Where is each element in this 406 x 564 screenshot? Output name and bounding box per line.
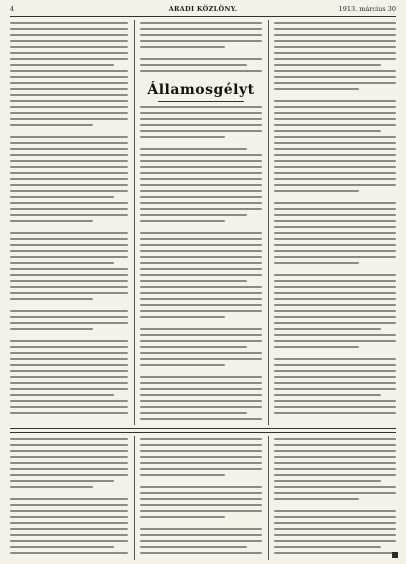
text-line <box>274 382 396 384</box>
text-line <box>10 394 114 396</box>
text-line <box>10 406 128 408</box>
text-line <box>10 58 128 60</box>
text-line <box>274 492 396 494</box>
text-line <box>140 316 225 318</box>
text-line <box>274 462 396 464</box>
text-line <box>274 364 396 366</box>
end-of-page-mark <box>392 552 398 558</box>
text-line <box>10 474 128 476</box>
text-line <box>10 208 128 210</box>
text-line <box>274 498 359 500</box>
text-line <box>274 130 381 132</box>
text-line <box>140 244 262 246</box>
text-line <box>10 534 128 536</box>
text-line <box>10 388 128 390</box>
text-line <box>274 528 396 530</box>
text-line <box>10 322 128 324</box>
text-line <box>140 148 247 150</box>
text-line <box>274 148 396 150</box>
text-line <box>274 522 396 524</box>
text-line <box>10 400 128 402</box>
text-line <box>140 202 262 204</box>
text-line <box>274 100 396 102</box>
text-line <box>140 444 262 446</box>
text-line <box>274 136 396 138</box>
text-line <box>274 76 396 78</box>
text-line <box>140 28 262 30</box>
text-line <box>274 202 396 204</box>
text-line <box>10 528 128 530</box>
text-line <box>140 382 262 384</box>
text-line <box>140 504 262 506</box>
text-line <box>274 474 396 476</box>
text-line <box>140 58 262 60</box>
text-line <box>140 118 262 120</box>
text-line <box>10 142 128 144</box>
text-line <box>10 468 128 470</box>
column-middle-lower <box>140 438 262 558</box>
text-line <box>10 196 114 198</box>
text-line <box>140 516 225 518</box>
text-line <box>140 462 262 464</box>
text-line <box>10 214 128 216</box>
text-line <box>274 540 396 542</box>
text-line <box>274 552 396 554</box>
date-line: 1913. március 30 <box>338 5 396 13</box>
text-line <box>140 256 262 258</box>
text-line <box>274 232 396 234</box>
text-line <box>10 100 128 102</box>
text-line <box>10 382 128 384</box>
text-line <box>274 154 396 156</box>
text-line <box>274 358 396 360</box>
text-line <box>10 112 128 114</box>
text-line <box>10 352 128 354</box>
text-line <box>10 70 128 72</box>
text-line <box>10 46 128 48</box>
text-line <box>274 534 396 536</box>
text-line <box>10 450 128 452</box>
text-line <box>274 292 396 294</box>
column-left-lower <box>10 438 128 558</box>
text-line <box>274 238 396 240</box>
text-line <box>274 34 396 36</box>
column-divider <box>134 20 135 425</box>
text-line <box>10 522 128 524</box>
header-rule <box>10 16 396 17</box>
text-line <box>140 298 262 300</box>
text-line <box>10 340 128 342</box>
text-line <box>10 28 128 30</box>
text-line <box>140 22 262 24</box>
column-divider <box>268 436 269 560</box>
text-line <box>140 394 262 396</box>
text-line <box>10 136 128 138</box>
text-line <box>140 154 262 156</box>
text-line <box>140 310 262 312</box>
text-line <box>10 250 128 252</box>
text-line <box>274 546 381 548</box>
text-line <box>10 486 93 488</box>
text-line <box>274 468 396 470</box>
text-line <box>274 376 396 378</box>
text-line <box>140 184 262 186</box>
text-line <box>274 184 396 186</box>
text-line <box>10 328 93 330</box>
column-divider <box>134 436 135 560</box>
text-line <box>10 316 128 318</box>
text-line <box>274 316 396 318</box>
text-line <box>140 64 247 66</box>
text-line <box>140 34 262 36</box>
text-line <box>140 250 262 252</box>
text-line <box>10 280 128 282</box>
text-line <box>10 262 114 264</box>
text-line <box>10 244 128 246</box>
text-line <box>140 262 262 264</box>
text-line <box>274 256 396 258</box>
text-line <box>274 160 396 162</box>
text-line <box>10 364 128 366</box>
text-line <box>274 226 396 228</box>
text-line <box>274 172 396 174</box>
text-line <box>10 444 128 446</box>
text-line <box>274 438 396 440</box>
text-line <box>140 232 262 234</box>
text-line <box>140 286 262 288</box>
text-line <box>10 462 128 464</box>
text-line <box>10 160 128 162</box>
text-line <box>10 510 128 512</box>
text-line <box>140 124 262 126</box>
section-rule <box>10 428 396 429</box>
text-line <box>10 166 128 168</box>
text-line <box>140 388 262 390</box>
text-line <box>10 310 128 312</box>
text-line <box>140 130 262 132</box>
column-right-upper <box>274 22 396 422</box>
text-line <box>274 274 396 276</box>
text-line <box>274 304 396 306</box>
text-line <box>274 262 359 264</box>
text-line <box>10 286 128 288</box>
text-line <box>274 286 396 288</box>
text-line <box>274 322 396 324</box>
text-line <box>274 456 396 458</box>
text-line <box>140 552 262 554</box>
text-line <box>10 498 128 500</box>
column-divider <box>268 20 269 425</box>
text-line <box>274 22 396 24</box>
text-line <box>10 376 128 378</box>
text-line <box>140 540 262 542</box>
text-line <box>10 358 128 360</box>
text-line <box>140 364 225 366</box>
text-line <box>140 528 262 530</box>
text-line <box>274 58 396 60</box>
text-line <box>274 166 396 168</box>
text-line <box>140 208 262 210</box>
text-line <box>140 340 262 342</box>
text-line <box>274 220 396 222</box>
text-line <box>274 328 381 330</box>
text-line <box>10 22 128 24</box>
text-line <box>140 334 262 336</box>
text-line <box>140 214 247 216</box>
text-line <box>10 504 128 506</box>
text-line <box>274 28 396 30</box>
text-line <box>140 190 262 192</box>
text-line <box>10 118 128 120</box>
text-line <box>274 516 396 518</box>
text-line <box>140 450 262 452</box>
text-line <box>140 328 262 330</box>
article-headline: Államosgélyt <box>147 82 255 98</box>
text-line <box>140 492 262 494</box>
text-line <box>10 64 114 66</box>
text-line <box>274 510 396 512</box>
text-line <box>10 154 128 156</box>
text-line <box>10 438 128 440</box>
text-line <box>140 406 262 408</box>
text-line <box>10 190 128 192</box>
text-line <box>10 88 128 90</box>
text-line <box>274 340 396 342</box>
text-line <box>10 370 128 372</box>
text-line <box>274 46 396 48</box>
text-line <box>10 220 93 222</box>
text-line <box>10 274 128 276</box>
text-line <box>274 334 396 336</box>
text-line <box>140 40 262 42</box>
text-line <box>140 160 262 162</box>
text-line <box>140 486 262 488</box>
text-line <box>274 280 396 282</box>
text-line <box>274 406 396 408</box>
text-line <box>274 486 396 488</box>
text-line <box>10 76 128 78</box>
text-line <box>274 370 396 372</box>
text-line <box>10 298 93 300</box>
text-line <box>274 178 396 180</box>
text-line <box>274 88 359 90</box>
text-line <box>140 358 262 360</box>
text-line <box>274 82 396 84</box>
text-line <box>10 178 128 180</box>
text-line <box>274 250 396 252</box>
column-middle-upper <box>140 22 262 78</box>
text-line <box>140 546 247 548</box>
text-line <box>10 346 128 348</box>
text-line <box>140 304 262 306</box>
text-line <box>10 456 128 458</box>
text-line <box>274 346 359 348</box>
text-line <box>10 540 128 542</box>
text-line <box>140 112 262 114</box>
text-line <box>140 238 262 240</box>
text-line <box>274 480 381 482</box>
page-number: 4 <box>10 5 15 13</box>
text-line <box>274 112 396 114</box>
text-line <box>10 480 114 482</box>
text-line <box>140 46 225 48</box>
text-line <box>140 166 262 168</box>
text-line <box>274 444 396 446</box>
text-line <box>140 510 262 512</box>
text-line <box>140 400 262 402</box>
text-line <box>274 64 381 66</box>
text-line <box>10 256 128 258</box>
text-line <box>140 534 262 536</box>
text-line <box>140 220 225 222</box>
text-line <box>274 400 396 402</box>
text-line <box>140 292 262 294</box>
text-line <box>140 352 262 354</box>
text-line <box>10 124 93 126</box>
text-line <box>10 94 128 96</box>
text-line <box>140 274 262 276</box>
text-line <box>140 70 262 72</box>
text-line <box>10 106 128 108</box>
text-line <box>10 34 128 36</box>
text-line <box>140 456 262 458</box>
headline-rule <box>158 101 244 102</box>
text-line <box>10 52 128 54</box>
text-line <box>10 40 128 42</box>
text-line <box>274 214 396 216</box>
text-line <box>140 418 262 420</box>
text-line <box>140 412 247 414</box>
text-line <box>140 106 262 108</box>
text-line <box>140 498 262 500</box>
text-line <box>140 136 225 138</box>
text-line <box>274 412 396 414</box>
section-rule <box>10 432 396 433</box>
text-line <box>10 82 128 84</box>
text-line <box>10 552 128 554</box>
text-line <box>274 118 396 120</box>
column-middle-upper-body <box>140 106 262 424</box>
text-line <box>140 376 262 378</box>
text-line <box>10 238 128 240</box>
page-header <box>10 3 396 16</box>
text-line <box>140 474 225 476</box>
text-line <box>140 178 262 180</box>
text-line <box>10 172 128 174</box>
text-line <box>274 142 396 144</box>
column-left-upper <box>10 22 128 422</box>
text-line <box>10 202 128 204</box>
text-line <box>140 346 247 348</box>
text-line <box>274 190 359 192</box>
text-line <box>10 148 128 150</box>
text-line <box>274 310 396 312</box>
text-line <box>10 412 128 414</box>
text-line <box>274 244 396 246</box>
text-line <box>140 172 262 174</box>
text-line <box>140 196 262 198</box>
masthead: ARADI KÖZLÖNY. <box>168 5 238 13</box>
text-line <box>274 388 396 390</box>
text-line <box>274 52 396 54</box>
column-right-lower <box>274 438 396 558</box>
text-line <box>140 468 262 470</box>
text-line <box>10 546 114 548</box>
text-line <box>10 292 128 294</box>
text-line <box>10 268 128 270</box>
headline-block <box>140 82 262 105</box>
text-line <box>10 232 128 234</box>
text-line <box>274 394 381 396</box>
text-line <box>10 184 128 186</box>
text-line <box>274 106 396 108</box>
text-line <box>140 280 247 282</box>
text-line <box>274 70 396 72</box>
text-line <box>10 516 128 518</box>
text-line <box>140 268 262 270</box>
text-line <box>274 124 396 126</box>
text-line <box>274 450 396 452</box>
text-line <box>140 438 262 440</box>
text-line <box>274 40 396 42</box>
text-line <box>274 208 396 210</box>
text-line <box>274 298 396 300</box>
